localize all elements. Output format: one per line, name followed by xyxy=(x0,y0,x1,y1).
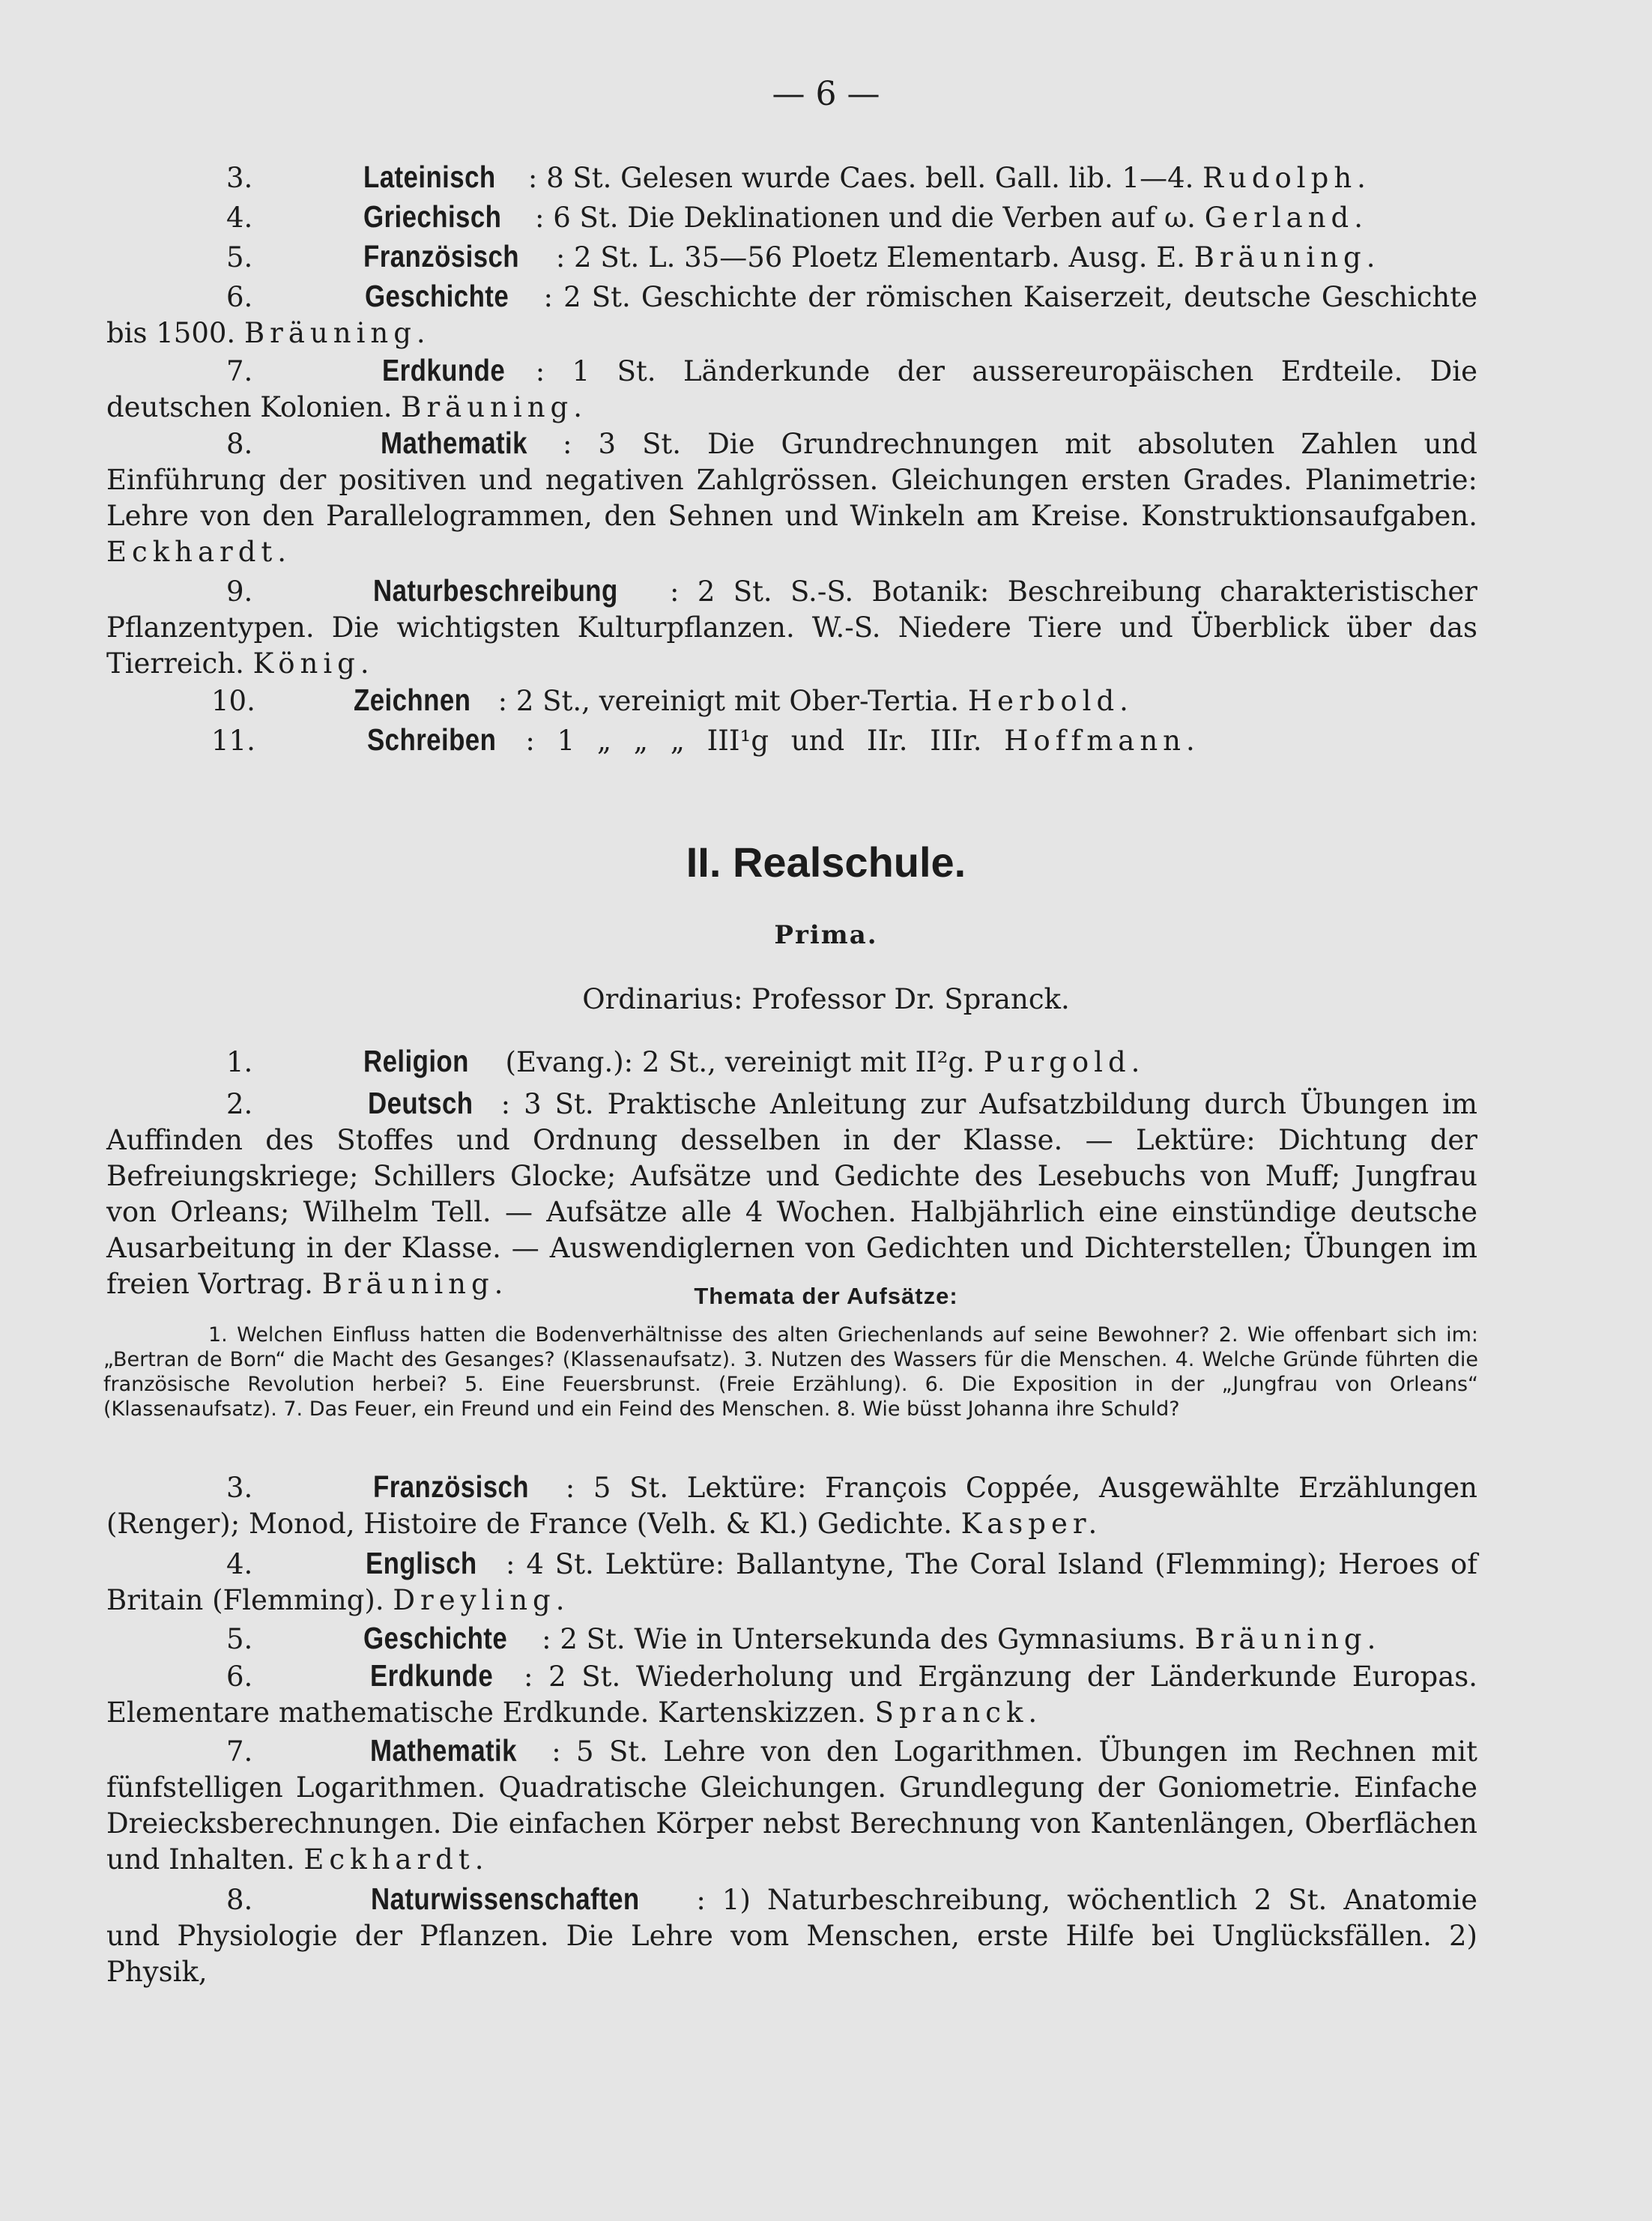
subject-heading: Naturbeschreibung xyxy=(372,573,618,608)
subject-item-griechisch: 4. Griechisch : 6 St. Die Deklinationen und die Verben auf ω. Gerland. xyxy=(226,199,1368,234)
subject-item-latein: 3. Lateinisch : 8 St. Gelesen wurde Caes. bell. Gall. lib. 1—4. Rudolph. xyxy=(226,160,1371,194)
subject-item-geschichte: 6. Geschichte : 2 St. Geschichte der römischen Kaiserzeit, deutsche Geschichte bis 1500. Bräuning. xyxy=(106,279,1478,349)
subject-item-zeichnen: 10. Zeichnen : 2 St., vereinigt mit Ober-Tertia. Herbold. xyxy=(211,683,1134,717)
ordinarius-line: Ordinarius: Professor Dr. Spranck. xyxy=(582,983,1070,1015)
subject-heading: Schreiben xyxy=(366,722,496,757)
subject-item-erdkunde-realschule: 6. Erdkunde : 2 St. Wiederholung und Ergänzung der Länderkunde Europas. Elementare mathematische Erdkunde. Kartenskizzen. Spranck. xyxy=(106,1658,1478,1729)
subject-item-naturwissenschaften: 8. Naturwissenschaften : 1) Naturbeschreibung, wöchentlich 2 St. Anatomie und Physiologie der Pflanzen. Die Lehre vom Menschen, erste Hilfe bei Unglücksfällen. 2) Physik, xyxy=(106,1882,1478,1988)
subject-heading: Religion xyxy=(363,1044,469,1078)
subject-item-naturbeschreibung: 9. Naturbeschreibung : 2 St. S.-S. Botanik: Beschreibung charakteristischer Pflanzentypen. Die wichtigsten Kulturpflanzen. W.-S. Niedere Tiere und Überblick über das Tierreich. König. xyxy=(106,573,1477,680)
teacher-name: Hoffmann. xyxy=(1004,725,1200,757)
subject-item-englisch: 4. Englisch : 4 St. Lektüre: Ballantyne, The Coral Island (Flemming); Heroes of Britain (Flemming). Dreyling. xyxy=(106,1546,1477,1616)
subject-heading: Französisch xyxy=(373,1469,530,1504)
subject-heading: Französisch xyxy=(363,239,520,274)
subject-heading: Erdkunde xyxy=(381,353,505,387)
teacher-name: Purgold. xyxy=(983,1046,1146,1078)
subject-item-mathematik: 8. Mathematik : 3 St. Die Grundrechnungen mit absoluten Zahlen und Einführung der positiven und negativen Zahlgrössen. Gleichungen ersten Grades. Planimetrie: Lehre von den Parallelogrammen, den Sehnen und Winkeln am Kreise. Konstruktionsaufgaben. Eckhardt. xyxy=(106,426,1477,568)
subject-heading: Geschichte xyxy=(365,279,509,313)
teacher-name: König. xyxy=(252,647,375,680)
page-number: — 6 — xyxy=(772,75,880,113)
section-title: II. Realschule. xyxy=(686,838,966,886)
subject-heading: Geschichte xyxy=(363,1621,508,1655)
teacher-name: Spranck. xyxy=(874,1696,1043,1729)
teacher-name: Kasper. xyxy=(960,1508,1103,1540)
subject-item-mathematik-realschule: 7. Mathematik : 5 St. Lehre von den Logarithmen. Übungen im Rechnen mit fünfstelligen Logarithmen. Quadratische Gleichungen. Grundlegung der Goniometrie. Einfache Dreiecksberechnungen. Die einfachen Körper nebst Berechnung von Kantenlängen, Oberflächen und Inhalten. Eckhardt. xyxy=(106,1733,1477,1876)
class-title: Prima. xyxy=(774,920,878,950)
subject-item-deutsch: 2. Deutsch : 3 St. Praktische Anleitung zur Aufsatzbildung durch Übungen im Auffinden des Stoffes und Ordnung desselben in der Klasse. — Lektüre: Dichtung der Befreiungskriege; Schillers Glocke; Aufsätze und Gedichte des Lesebuchs von Muff; Jungfrau von Orleans; Wilhelm Tell. — Aufsätze alle 4 Wochen. Halbjährlich eine einstündige deutsche Ausarbeitung in der Klasse. — Auswendiglernen von Gedichten und Dichterstellen; Übungen im freien Vortrag. Bräuning. xyxy=(106,1086,1478,1300)
teacher-name: Dreyling. xyxy=(393,1584,570,1616)
subject-heading: Lateinisch xyxy=(363,160,496,194)
teacher-name: Bräuning. xyxy=(401,391,587,423)
teacher-name: Herbold. xyxy=(967,685,1134,717)
subject-item-religion: 1. Religion (Evang.): 2 St., vereinigt mit II²g. Purgold. xyxy=(226,1044,1146,1078)
teacher-name: Bräuning. xyxy=(1194,1623,1382,1655)
subject-item-geschichte-realschule: 5. Geschichte : 2 St. Wie in Untersekunda des Gymnasiums. Bräuning. xyxy=(226,1621,1382,1655)
teacher-name: Bräuning. xyxy=(243,317,431,349)
subject-heading: Erdkunde xyxy=(369,1658,494,1693)
subject-item-erdkunde: 7. Erdkunde : 1 St. Länderkunde der aussereuropäischen Erdteile. Die deutschen Kolonien. Bräuning. xyxy=(106,353,1477,423)
subject-heading: Deutsch xyxy=(368,1086,473,1120)
subject-heading: Englisch xyxy=(366,1546,477,1580)
teacher-name: Gerland. xyxy=(1204,202,1368,234)
subject-heading: Mathematik xyxy=(381,426,528,460)
teacher-name: Eckhardt. xyxy=(106,536,292,568)
subject-item-franzoesisch: 5. Französisch : 2 St. L. 35—56 Ploetz Elementarb. Ausg. E. Bräuning. xyxy=(226,239,1381,274)
subject-heading: Naturwissenschaften xyxy=(371,1882,641,1916)
themata-list: 1. Welchen Einfluss hatten die Bodenverhältnisse des alten Griechenlands auf seine Bewohner? 2. Wie offenbart sich im: „Bertran de Born“ die Macht des Gesanges? (Klassenaufsatz). 3. Nutzen des Wassers für die Menschen. 4. Welche Gründe führten die französische Revolution herbei? 5. Eine Feuersbrunst. (Freie Erzählung). 6. Die Exposition in der „Jungfrau von Orleans“ (Klassenaufsatz). 7. Das Feuer, ein Freund und ein Feind des Menschen. 8. Wie büsst Johanna ihre Schuld? xyxy=(103,1323,1478,1421)
teacher-name: Bräuning. xyxy=(321,1268,509,1300)
subject-heading: Zeichnen xyxy=(353,683,471,717)
subject-heading: Mathematik xyxy=(369,1733,517,1768)
themata-heading: Themata der Aufsätze: xyxy=(694,1283,958,1309)
teacher-name: Eckhardt. xyxy=(303,1843,489,1876)
teacher-name: Rudolph. xyxy=(1202,162,1371,194)
subject-item-franzoesisch-realschule: 3. Französisch : 5 St. Lektüre: François Coppée, Ausgewählte Erzählungen (Renger); Monod, Histoire de France (Velh. & Kl.) Gedichte. Kasper. xyxy=(106,1469,1477,1540)
teacher-name: Bräuning. xyxy=(1193,241,1381,274)
subject-item-schreiben: 11. Schreiben : 1 „ „ „ III¹g und IIr. IIIr. Hoffmann. xyxy=(211,722,1200,757)
subject-heading: Griechisch xyxy=(363,199,502,234)
